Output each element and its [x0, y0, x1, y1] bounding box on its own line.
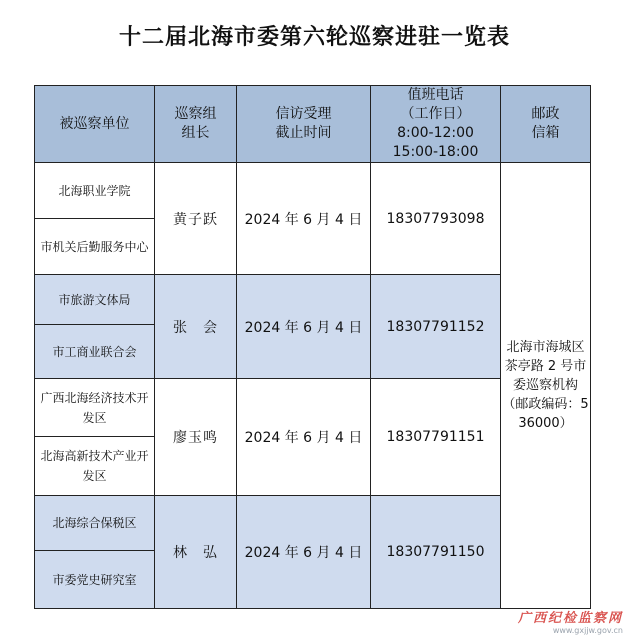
header-deadline: 信访受理 截止时间: [237, 86, 371, 163]
leader-cell: 黄子跃: [155, 163, 237, 275]
header-phone: 值班电话 （工作日） 8:00-12:00 15:00-18:00: [371, 86, 501, 163]
unit-cell: 市机关后勤服务中心: [35, 219, 155, 275]
unit-cell: 北海综合保税区: [35, 496, 155, 551]
unit-cell: 北海高新技术产业开发区: [35, 437, 155, 496]
leader-cell: 林 弘: [155, 496, 237, 609]
inspection-table: [34, 85, 591, 609]
leader-cell: 廖玉鸣: [155, 379, 237, 496]
table-header-row: [35, 86, 591, 163]
deadline-cell: 2024 年 6 月 4 日: [237, 379, 371, 496]
unit-cell: 北海职业学院: [35, 163, 155, 219]
header-unit: 被巡察单位: [35, 86, 155, 163]
phone-cell: 18307791150: [371, 496, 501, 609]
phone-cell: 18307791152: [371, 275, 501, 379]
header-leader: 巡察组 组长: [155, 86, 237, 163]
deadline-cell: 2024 年 6 月 4 日: [237, 275, 371, 379]
unit-cell: 市工商业联合会: [35, 325, 155, 379]
phone-cell: 18307791151: [371, 379, 501, 496]
deadline-cell: 2024 年 6 月 4 日: [237, 163, 371, 275]
phone-cell: 18307793098: [371, 163, 501, 275]
watermark-brand: 广西纪检监察网: [517, 611, 623, 626]
table-row: [35, 163, 591, 219]
postal-box-cell: 北海市海城区茶亭路 2 号市委巡察机构（邮政编码：536000）: [501, 163, 591, 609]
site-watermark: [518, 607, 623, 635]
unit-cell: 市旅游文体局: [35, 275, 155, 325]
header-postal: 邮政 信箱: [501, 86, 591, 163]
unit-cell: 广西北海经济技术开发区: [35, 379, 155, 437]
watermark-url: www.gxjjw.gov.cn: [552, 626, 623, 635]
page-title: 十二届北海市委第六轮巡察进驻一览表: [118, 25, 510, 50]
deadline-cell: 2024 年 6 月 4 日: [237, 496, 371, 609]
unit-cell: 市委党史研究室: [35, 551, 155, 609]
leader-cell: 张 会: [155, 275, 237, 379]
